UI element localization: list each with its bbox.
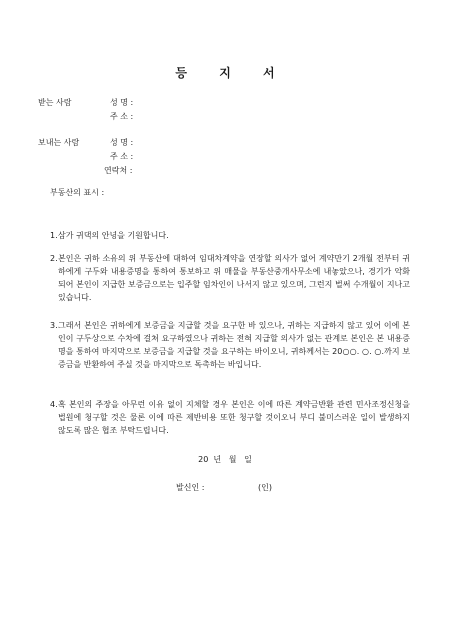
recipient-address-label: 주 소 : [110, 112, 134, 121]
paragraph-number: 3. [50, 321, 58, 330]
paragraph-1 [50, 229, 410, 242]
sender-contact-label: 연락처 : [104, 166, 133, 175]
paragraph-number: 2. [50, 254, 58, 263]
property-label: 부동산의 표시 : [50, 188, 105, 197]
document-title: 등 지 서 [175, 66, 289, 80]
paragraph-text: 혹 본인의 주장을 아무런 이유 없이 지체할 경우 본인은 이에 따른 계약금반환 관련 민사조정신청을 법원에 청구할 것은 물론 이에 따른 제반비용 또한 청구할 것이오니 부디 불미스러운 일이 발생하지 않도록 많은 협조 부탁드립니다. [58, 400, 410, 435]
issuer-label: 발신인 : [176, 483, 205, 492]
paragraph-3 [50, 319, 410, 371]
sender-label: 보내는 사람 [38, 138, 80, 147]
paragraph-2 [50, 252, 410, 304]
recipient-name-label: 성 명 : [110, 98, 134, 107]
paragraph-text: 본인은 귀하 소유의 위 부동산에 대하여 임대차계약을 연장할 의사가 없어 계약만기 2개월 전부터 귀하에게 구두와 내용증명을 통하여 통보하고 위 매물을 부동산중개사무소에 내놓았으나, 경기가 악화되어 본인이 지급한 보증금으로는 입주할 임차인이 나서지 않고 있으며, 그런지 벌써 수개월이 지나고 있습니다. [58, 254, 410, 302]
paragraph-4 [50, 398, 410, 437]
paragraph-text: 그래서 본인은 귀하에게 보증금을 지급할 것을 요구한 바 있으나, 귀하는 지급하지 않고 있어 이에 본인이 구두상으로 수차에 걸쳐 요구하였으나 귀하는 전혀 지급할 의사가 없는 관계로 본인은 본 내용증명을 통하여 마지막으로 보증금을 지급할 것을 요구하는 바이오니, 귀하께서는 20○○. ○. ○.까지 보증금을 반환하여 주실 것을 마지막으로 독촉하는 바입니다. [58, 321, 410, 369]
sender-name-label: 성 명 : [110, 138, 134, 147]
paragraph-number: 1. [50, 231, 58, 240]
sender-address-label: 주 소 : [110, 152, 134, 161]
seal-mark: (인) [258, 483, 272, 492]
paragraph-text: 삼가 귀댁의 안녕을 기원합니다. [58, 231, 169, 240]
recipient-label: 받는 사람 [38, 98, 72, 107]
paragraph-number: 4. [50, 400, 58, 409]
date-line: 20 년 월 일 [198, 455, 252, 464]
